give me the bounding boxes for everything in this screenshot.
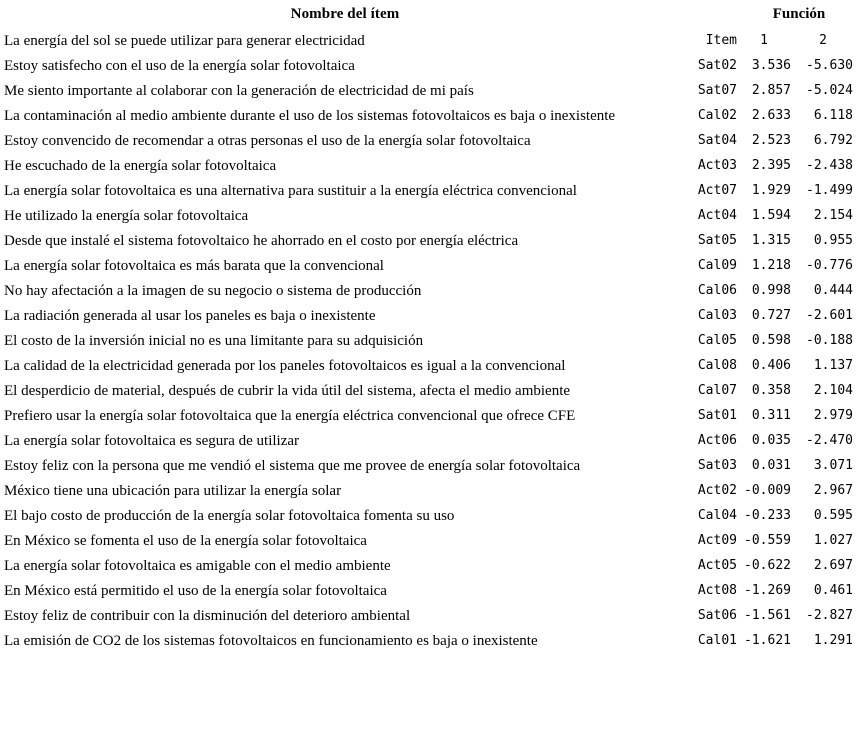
table-row (0, 379, 857, 404)
cell-item-code: Act06 (697, 433, 737, 448)
table-row (0, 54, 857, 79)
cell-function-1: 0.311 (751, 408, 791, 423)
cell-item-name: El desperdicio de material, después de cubrir la vida útil del sistema, afecta el medio ambiente (4, 383, 571, 399)
cell-item-code: Cal08 (697, 358, 737, 373)
cell-item-name: México tiene una ubicación para utilizar la energía solar (4, 483, 342, 499)
cell-function-1: 1.594 (751, 208, 791, 223)
cell-function-2: -5.024 (806, 83, 853, 98)
cell-function-1: 0.998 (751, 283, 791, 298)
cell-item-code: Cal09 (697, 258, 737, 273)
cell-function-1: 0.031 (751, 458, 791, 473)
table-row (0, 504, 857, 529)
cell-function-2: -2.470 (806, 433, 853, 448)
cell-function-2: 1.291 (813, 633, 853, 648)
cell-item-code: Act02 (697, 483, 737, 498)
cell-function-1: 0.598 (751, 333, 791, 348)
cell-item-name: La energía solar fotovoltaica es amigable con el medio ambiente (4, 558, 391, 574)
column-header-function-1: 1 (760, 33, 768, 48)
table-row (0, 279, 857, 304)
table-row (0, 354, 857, 379)
cell-item-code: Act09 (697, 533, 737, 548)
cell-item-code: Cal05 (697, 333, 737, 348)
cell-item-name: Estoy feliz de contribuir con la disminución del deterioro ambiental (4, 608, 411, 624)
cell-item-name: No hay afectación a la imagen de su negocio o sistema de producción (4, 283, 422, 299)
cell-item-code: Sat07 (697, 83, 737, 98)
table-row (0, 229, 857, 254)
cell-function-2: 3.071 (813, 458, 853, 473)
cell-item-code: Cal01 (697, 633, 737, 648)
cell-item-name: Me siento importante al colaborar con la generación de electricidad de mi país (4, 83, 474, 99)
cell-item-name: En México se fomenta el uso de la energía solar fotovoltaica (4, 533, 367, 549)
cell-function-2: 2.104 (813, 383, 853, 398)
cell-item-code: Act08 (697, 583, 737, 598)
cell-item-name: La energía solar fotovoltaica es más barata que la convencional (4, 258, 384, 274)
column-header-item-code: Item (705, 33, 737, 48)
cell-function-2: -2.438 (806, 158, 853, 173)
cell-item-name: El bajo costo de producción de la energía solar fotovoltaica fomenta su uso (4, 508, 455, 524)
cell-function-1: -1.269 (744, 583, 791, 598)
cell-function-2: 2.967 (813, 483, 853, 498)
cell-function-1: 0.406 (751, 358, 791, 373)
cell-function-1: 1.929 (751, 183, 791, 198)
cell-function-1: -0.622 (744, 558, 791, 573)
table-row (0, 79, 857, 104)
cell-item-name: La emisión de CO2 de los sistemas fotovoltaicos en funcionamiento es baja o inexistente (4, 633, 538, 649)
cell-item-name: La calidad de la electricidad generada por los paneles fotovoltaicos es igual a la convencional (4, 358, 566, 374)
cell-function-2: -0.188 (806, 333, 853, 348)
cell-item-name: Estoy convencido de recomendar a otras personas el uso de la energía solar fotovoltaica (4, 133, 531, 149)
cell-item-name: Prefiero usar la energía solar fotovoltaica que la energía eléctrica convencional que ofrece CFE (4, 408, 576, 424)
table-row (0, 629, 857, 654)
cell-function-2: -1.499 (806, 183, 853, 198)
cell-item-code: Sat05 (697, 233, 737, 248)
table-row (0, 579, 857, 604)
cell-item-code: Sat01 (697, 408, 737, 423)
cell-function-1: 1.315 (751, 233, 791, 248)
cell-item-name: El costo de la inversión inicial no es una limitante para su adquisición (4, 333, 424, 349)
column-header-funcion: Función (772, 6, 826, 22)
table-row (0, 329, 857, 354)
cell-item-name: Desde que instalé el sistema fotovoltaico he ahorrado en el costo por energía eléctrica (4, 233, 519, 249)
cell-item-code: Act05 (697, 558, 737, 573)
cell-item-name: En México está permitido el uso de la energía solar fotovoltaica (4, 583, 387, 599)
table-row (0, 129, 857, 154)
cell-function-2: 0.595 (813, 508, 853, 523)
cell-function-2: 1.137 (813, 358, 853, 373)
cell-function-2: 0.444 (813, 283, 853, 298)
cell-item-code: Sat04 (697, 133, 737, 148)
cell-function-1: -1.561 (744, 608, 791, 623)
cell-function-1: -1.621 (744, 633, 791, 648)
cell-function-2: 6.792 (813, 133, 853, 148)
cell-item-code: Act04 (697, 208, 737, 223)
cell-function-2: 0.461 (813, 583, 853, 598)
cell-function-1: -0.233 (744, 508, 791, 523)
cell-function-1: 0.035 (751, 433, 791, 448)
table-row (0, 154, 857, 179)
cell-item-name: Estoy feliz con la persona que me vendió el sistema que me provee de energía solar fotovoltaica (4, 458, 581, 474)
cell-item-code: Cal06 (697, 283, 737, 298)
cell-function-1: 1.218 (751, 258, 791, 273)
cell-item-name: La energía solar fotovoltaica es una alternativa para sustituir a la energía eléctrica convencional (4, 183, 577, 199)
cell-function-2: -5.630 (806, 58, 853, 73)
cell-function-1: 0.727 (751, 308, 791, 323)
table-row (0, 604, 857, 629)
column-header-function-2: 2 (819, 33, 827, 48)
table-row (0, 404, 857, 429)
table-row (0, 529, 857, 554)
table-row (0, 104, 857, 129)
cell-function-2: 2.979 (813, 408, 853, 423)
cell-item-code: Sat02 (697, 58, 737, 73)
cell-function-1: 2.857 (751, 83, 791, 98)
cell-item-code: Cal07 (697, 383, 737, 398)
cell-function-1: 2.633 (751, 108, 791, 123)
table-body (0, 29, 857, 654)
cell-function-2: -2.601 (806, 308, 853, 323)
cell-function-2: 2.154 (813, 208, 853, 223)
cell-function-2: 0.955 (813, 233, 853, 248)
cell-function-1: -0.009 (744, 483, 791, 498)
cell-item-code: Sat06 (697, 608, 737, 623)
cell-function-1: 0.358 (751, 383, 791, 398)
cell-function-2: -2.827 (806, 608, 853, 623)
cell-item-code: Cal04 (697, 508, 737, 523)
cell-item-name: La energía solar fotovoltaica es segura de utilizar (4, 433, 300, 449)
cell-item-name: La energía del sol se puede utilizar para generar electricidad (4, 33, 365, 49)
cell-item-code: Cal03 (697, 308, 737, 323)
cell-item-name: La contaminación al medio ambiente durante el uso de los sistemas fotovoltaicos es baja o inexistente (4, 108, 616, 124)
cell-function-2: 2.697 (813, 558, 853, 573)
table-row (0, 29, 857, 54)
cell-item-code: Act07 (697, 183, 737, 198)
table-header (0, 4, 857, 28)
table-row (0, 554, 857, 579)
table-row (0, 204, 857, 229)
cell-function-2: 6.118 (813, 108, 853, 123)
cell-function-1: 3.536 (751, 58, 791, 73)
cell-item-name: La radiación generada al usar los paneles es baja o inexistente (4, 308, 376, 324)
cell-function-2: -0.776 (806, 258, 853, 273)
cell-item-name: He escuchado de la energía solar fotovoltaica (4, 158, 277, 174)
table-row (0, 254, 857, 279)
cell-function-1: 2.395 (751, 158, 791, 173)
table-row (0, 304, 857, 329)
table-row (0, 454, 857, 479)
cell-function-1: 2.523 (751, 133, 791, 148)
cell-item-code: Sat03 (697, 458, 737, 473)
cell-item-name: Estoy satisfecho con el uso de la energía solar fotovoltaica (4, 58, 355, 74)
cell-item-name: He utilizado la energía solar fotovoltaica (4, 208, 249, 224)
table-row (0, 179, 857, 204)
table-row (0, 429, 857, 454)
cell-function-1: -0.559 (744, 533, 791, 548)
column-header-item-name: Nombre del ítem (290, 6, 400, 22)
cell-item-code: Act03 (697, 158, 737, 173)
table-row (0, 479, 857, 504)
cell-function-2: 1.027 (813, 533, 853, 548)
cell-item-code: Cal02 (697, 108, 737, 123)
